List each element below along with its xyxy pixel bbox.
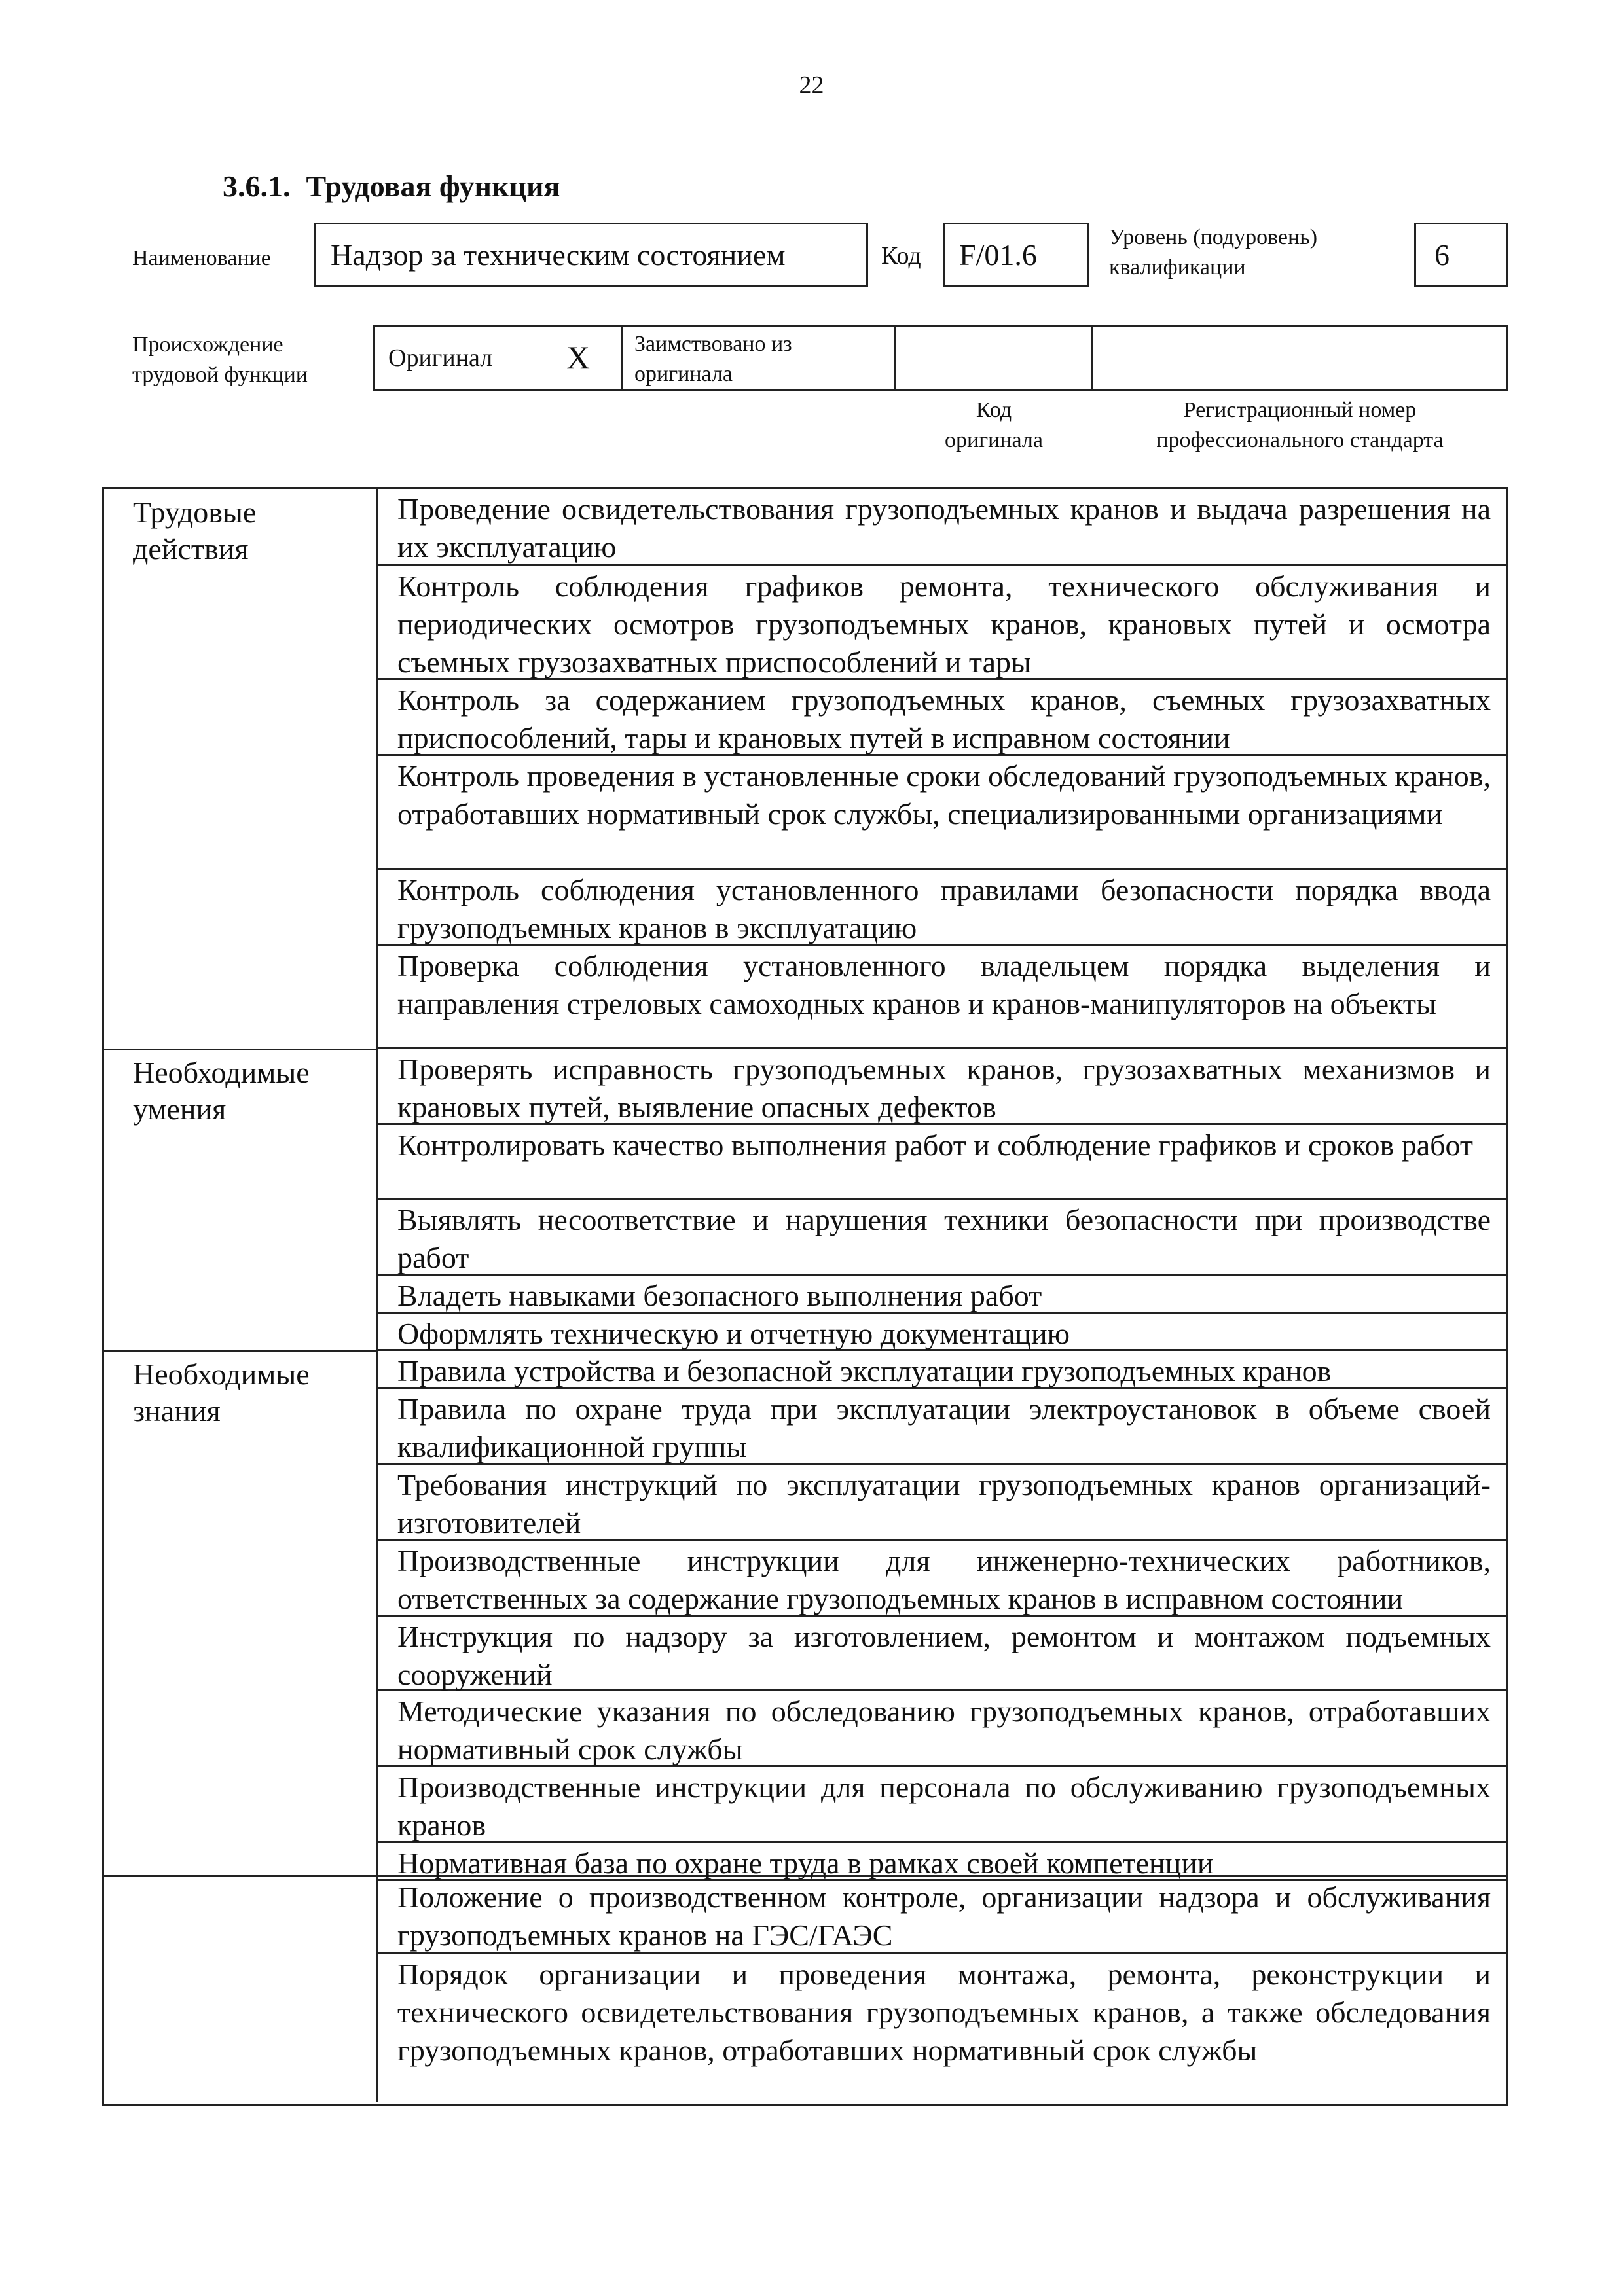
table-row: Контролировать качество выполнения работ и соблюдение графиков и сроков работ bbox=[378, 1125, 1508, 1200]
category-skills: Необходимые умения bbox=[133, 1056, 310, 1126]
name-label: Наименование bbox=[132, 246, 271, 270]
page-number: 22 bbox=[799, 71, 824, 99]
function-table-continued bbox=[102, 1877, 1508, 2106]
section-number: 3.6.1. bbox=[223, 170, 291, 203]
origin-reg-number-cell bbox=[1091, 325, 1508, 391]
table-row: Нормативная база по охране труда в рамках своей компетенции bbox=[378, 1843, 1508, 1881]
code-value: F/01.6 bbox=[959, 238, 1037, 272]
table-row: Владеть навыками безопасного выполнения работ bbox=[378, 1276, 1508, 1314]
origin-code-cell bbox=[894, 325, 1093, 391]
table-row: Правила по охране труда при эксплуатации электроустановок в объеме своей квалификационной группы bbox=[378, 1389, 1508, 1465]
level-label-line2: квалификации bbox=[1109, 255, 1246, 279]
origin-original-cell bbox=[373, 325, 623, 391]
category-column bbox=[104, 1877, 378, 2102]
table-row: Проверка соблюдения установленного владельцем порядка выделения и направления стреловых самоходных кранов и кранов-манипуляторов на объекты bbox=[378, 946, 1508, 1049]
function-table bbox=[102, 487, 1508, 1880]
level-label-line1: Уровень (подуровень) bbox=[1109, 225, 1318, 249]
table-row: Проведение освидетельствования грузоподъемных кранов и выдача разрешения на их эксплуатацию bbox=[378, 489, 1508, 566]
code-box bbox=[943, 223, 1089, 287]
level-value: 6 bbox=[1434, 238, 1450, 272]
name-value: Надзор за техническим состоянием bbox=[331, 238, 786, 272]
table-row: Контроль проведения в установленные сроки обследований грузоподъемных кранов, отработавших нормативный срок службы, специализированными организациями bbox=[378, 756, 1508, 870]
code-label: Код bbox=[881, 242, 921, 270]
name-box bbox=[314, 223, 868, 287]
origin-label-line2: трудовой функции bbox=[132, 363, 308, 387]
borrowed-line1: Заимствовано из bbox=[634, 332, 792, 356]
table-row: Контроль за содержанием грузоподъемных кранов, съемных грузозахватных приспособлений, тары и крановых путей в исправном состоянии bbox=[378, 680, 1508, 756]
origin-label bbox=[132, 330, 308, 390]
table-row: Оформлять техническую и отчетную документацию bbox=[378, 1314, 1508, 1351]
origin-borrowed-cell bbox=[621, 325, 896, 391]
category-labor-actions: Трудовые действия bbox=[133, 495, 257, 565]
original-label: Оригинал bbox=[388, 344, 493, 372]
table-row: Методические указания по обследованию грузоподъемных кранов, отработавших нормативный срок службы bbox=[378, 1691, 1508, 1767]
table-row: Требования инструкций по эксплуатации грузоподъемных кранов организаций-изготовителей bbox=[378, 1465, 1508, 1541]
table-row: Инструкция по надзору за изготовлением, ремонтом и монтажом подъемных сооружений bbox=[378, 1617, 1508, 1691]
table-row: Выявлять несоответствие и нарушения техники безопасности при производстве работ bbox=[378, 1200, 1508, 1276]
table-row: Положение о производственном контроле, организации надзора и обслуживания грузоподъемных кранов на ГЭС/ГАЭС bbox=[378, 1877, 1508, 1954]
category-separator bbox=[104, 1049, 378, 1050]
origin-label-line1: Происхождение bbox=[132, 332, 283, 357]
original-mark: X bbox=[566, 339, 591, 376]
level-box bbox=[1414, 223, 1508, 287]
origin-reg-caption: Регистрационный номер профессионального стандарта bbox=[1156, 398, 1444, 452]
table-row: Контроль соблюдения установленного правилами безопасности порядка ввода грузоподъемных кранов в эксплуатацию bbox=[378, 870, 1508, 946]
table-row: Правила устройства и безопасной эксплуатации грузоподъемных кранов bbox=[378, 1351, 1508, 1389]
borrowed-line2: оригинала bbox=[634, 362, 733, 386]
category-knowledge: Необходимые знания bbox=[133, 1357, 310, 1427]
origin-code-caption: Код оригинала bbox=[945, 398, 1043, 452]
category-column bbox=[104, 489, 378, 1875]
table-row: Производственные инструкции для инженерно-технических работников, ответственных за содержание грузоподъемных кранов в исправном состоянии bbox=[378, 1541, 1508, 1617]
category-separator bbox=[104, 1350, 378, 1352]
table-row: Проверять исправность грузоподъемных кранов, грузозахватных механизмов и крановых путей, выявление опасных дефектов bbox=[378, 1049, 1508, 1125]
level-label bbox=[1109, 223, 1317, 283]
table-row: Порядок организации и проведения монтажа, ремонта, реконструкции и технического освидетельствования грузоподъемных кранов, а также обследования грузоподъемных кранов, отработавших нормативный срок службы bbox=[397, 1958, 1491, 2067]
table-row: Производственные инструкции для персонала по обслуживанию грузоподъемных кранов bbox=[378, 1767, 1508, 1843]
section-title-text: Трудовая функция bbox=[306, 170, 560, 203]
table-row: Контроль соблюдения графиков ремонта, технического обслуживания и периодических осмотров грузоподъемных кранов, крановых путей и осмотра съемных грузозахватных приспособлений и тары bbox=[378, 566, 1508, 680]
borrowed-label bbox=[634, 329, 792, 389]
section-title bbox=[223, 169, 560, 204]
